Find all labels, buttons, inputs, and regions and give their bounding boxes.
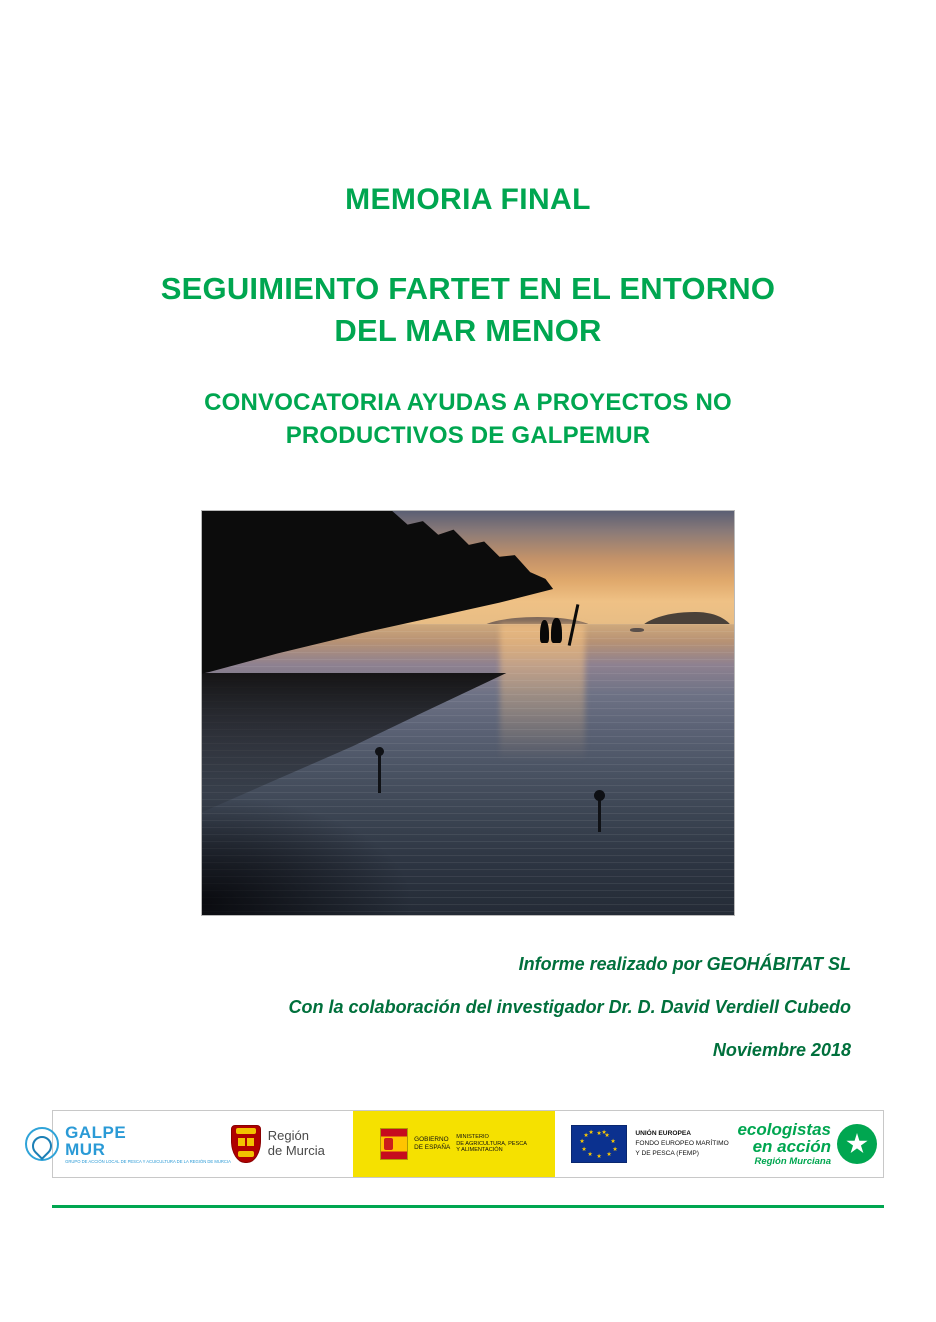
footer-divider: [52, 1205, 884, 1208]
ecologistas-line3: Región Murciana: [754, 1156, 831, 1168]
photo-water-stake: [378, 753, 381, 793]
eu-line1: FONDO EUROPEO MARÍTIMO: [635, 1140, 729, 1148]
eu-wordmark: [635, 1129, 728, 1159]
cover-photo: [201, 510, 735, 916]
photo-boat: [630, 628, 644, 632]
galpemur-fish-icon: [25, 1127, 59, 1161]
credits-date: Noviembre 2018: [712, 1040, 851, 1060]
document-subtitle: [0, 268, 936, 352]
murcia-coat-of-arms-icon: [231, 1125, 261, 1163]
document-subtitle-line2: DEL MAR MENOR: [334, 312, 602, 348]
document-programme-line1: CONVOCATORIA AYUDAS A PROYECTOS NO: [204, 388, 732, 416]
photo-dark-foreground: [202, 794, 415, 915]
gobierno-line1: GOBIERNO: [414, 1136, 449, 1143]
document-subtitle-line1: SEGUIMIENTO FARTET EN EL ENTORNO: [160, 271, 776, 306]
cover-title-block: [0, 182, 936, 453]
murcia-line2: de Murcia: [267, 1143, 325, 1158]
logo-ecologistas-en-accion: [737, 1111, 883, 1177]
ministerio-wordmark: [456, 1134, 527, 1155]
credits-line-2: Con la colaboración del investigador Dr. D. David Verdiell Cubedo: [288, 997, 851, 1017]
galpemur-line2: MUR: [65, 1139, 106, 1159]
photo-water-stake: [598, 798, 601, 832]
galpemur-subtitle: GRUPO DE ACCIÓN LOCAL DE PESCA Y ACUICULTURA DE LA REGIÓN DE MURCIA: [65, 1158, 231, 1164]
logo-region-de-murcia: [203, 1111, 353, 1177]
ecologistas-sun-icon: [837, 1124, 877, 1164]
document-programme-line2: PRODUCTIVOS DE GALPEMUR: [285, 422, 651, 450]
gobierno-line2: DE ESPAÑA: [414, 1144, 451, 1151]
murcia-line1: Región: [267, 1128, 309, 1144]
logo-gobierno-de-espana: [353, 1111, 555, 1177]
ministerio-line1: MINISTERIO: [456, 1133, 489, 1140]
document-programme-title: [0, 386, 936, 453]
sponsor-logo-bar: [52, 1110, 884, 1178]
logo-galpemur: [53, 1111, 231, 1177]
eu-flag-icon: ★ ★ ★ ★ ★ ★ ★ ★ ★ ★ ★ ★: [571, 1125, 627, 1163]
logo-union-europea: [555, 1111, 738, 1177]
photo-person-silhouette: [551, 618, 562, 643]
credits-line-1: Informe realizado por GEOHÁBITAT SL: [518, 954, 851, 974]
ecologistas-line2: en acción: [752, 1137, 831, 1157]
ministerio-line3: Y ALIMENTACIÓN: [456, 1147, 503, 1154]
eu-heading: UNIÓN EUROPEA: [635, 1130, 692, 1138]
ministerio-line2: DE AGRICULTURA, PESCA: [456, 1140, 528, 1147]
credits-block: [289, 955, 851, 1059]
cover-photo-image: [202, 511, 734, 915]
photo-person-silhouette: [540, 620, 549, 643]
eu-line2: Y DE PESCA (FEMP): [635, 1149, 699, 1157]
ecologistas-wordmark: [737, 1121, 831, 1167]
ecologistas-line1: ecologistas: [737, 1120, 831, 1140]
spain-flag-icon: [380, 1128, 408, 1160]
gobierno-wordmark: [414, 1136, 450, 1152]
page-title: MEMORIA FINAL: [345, 183, 591, 216]
murcia-wordmark: [268, 1129, 325, 1159]
galpemur-line1: GALPE: [65, 1122, 127, 1142]
